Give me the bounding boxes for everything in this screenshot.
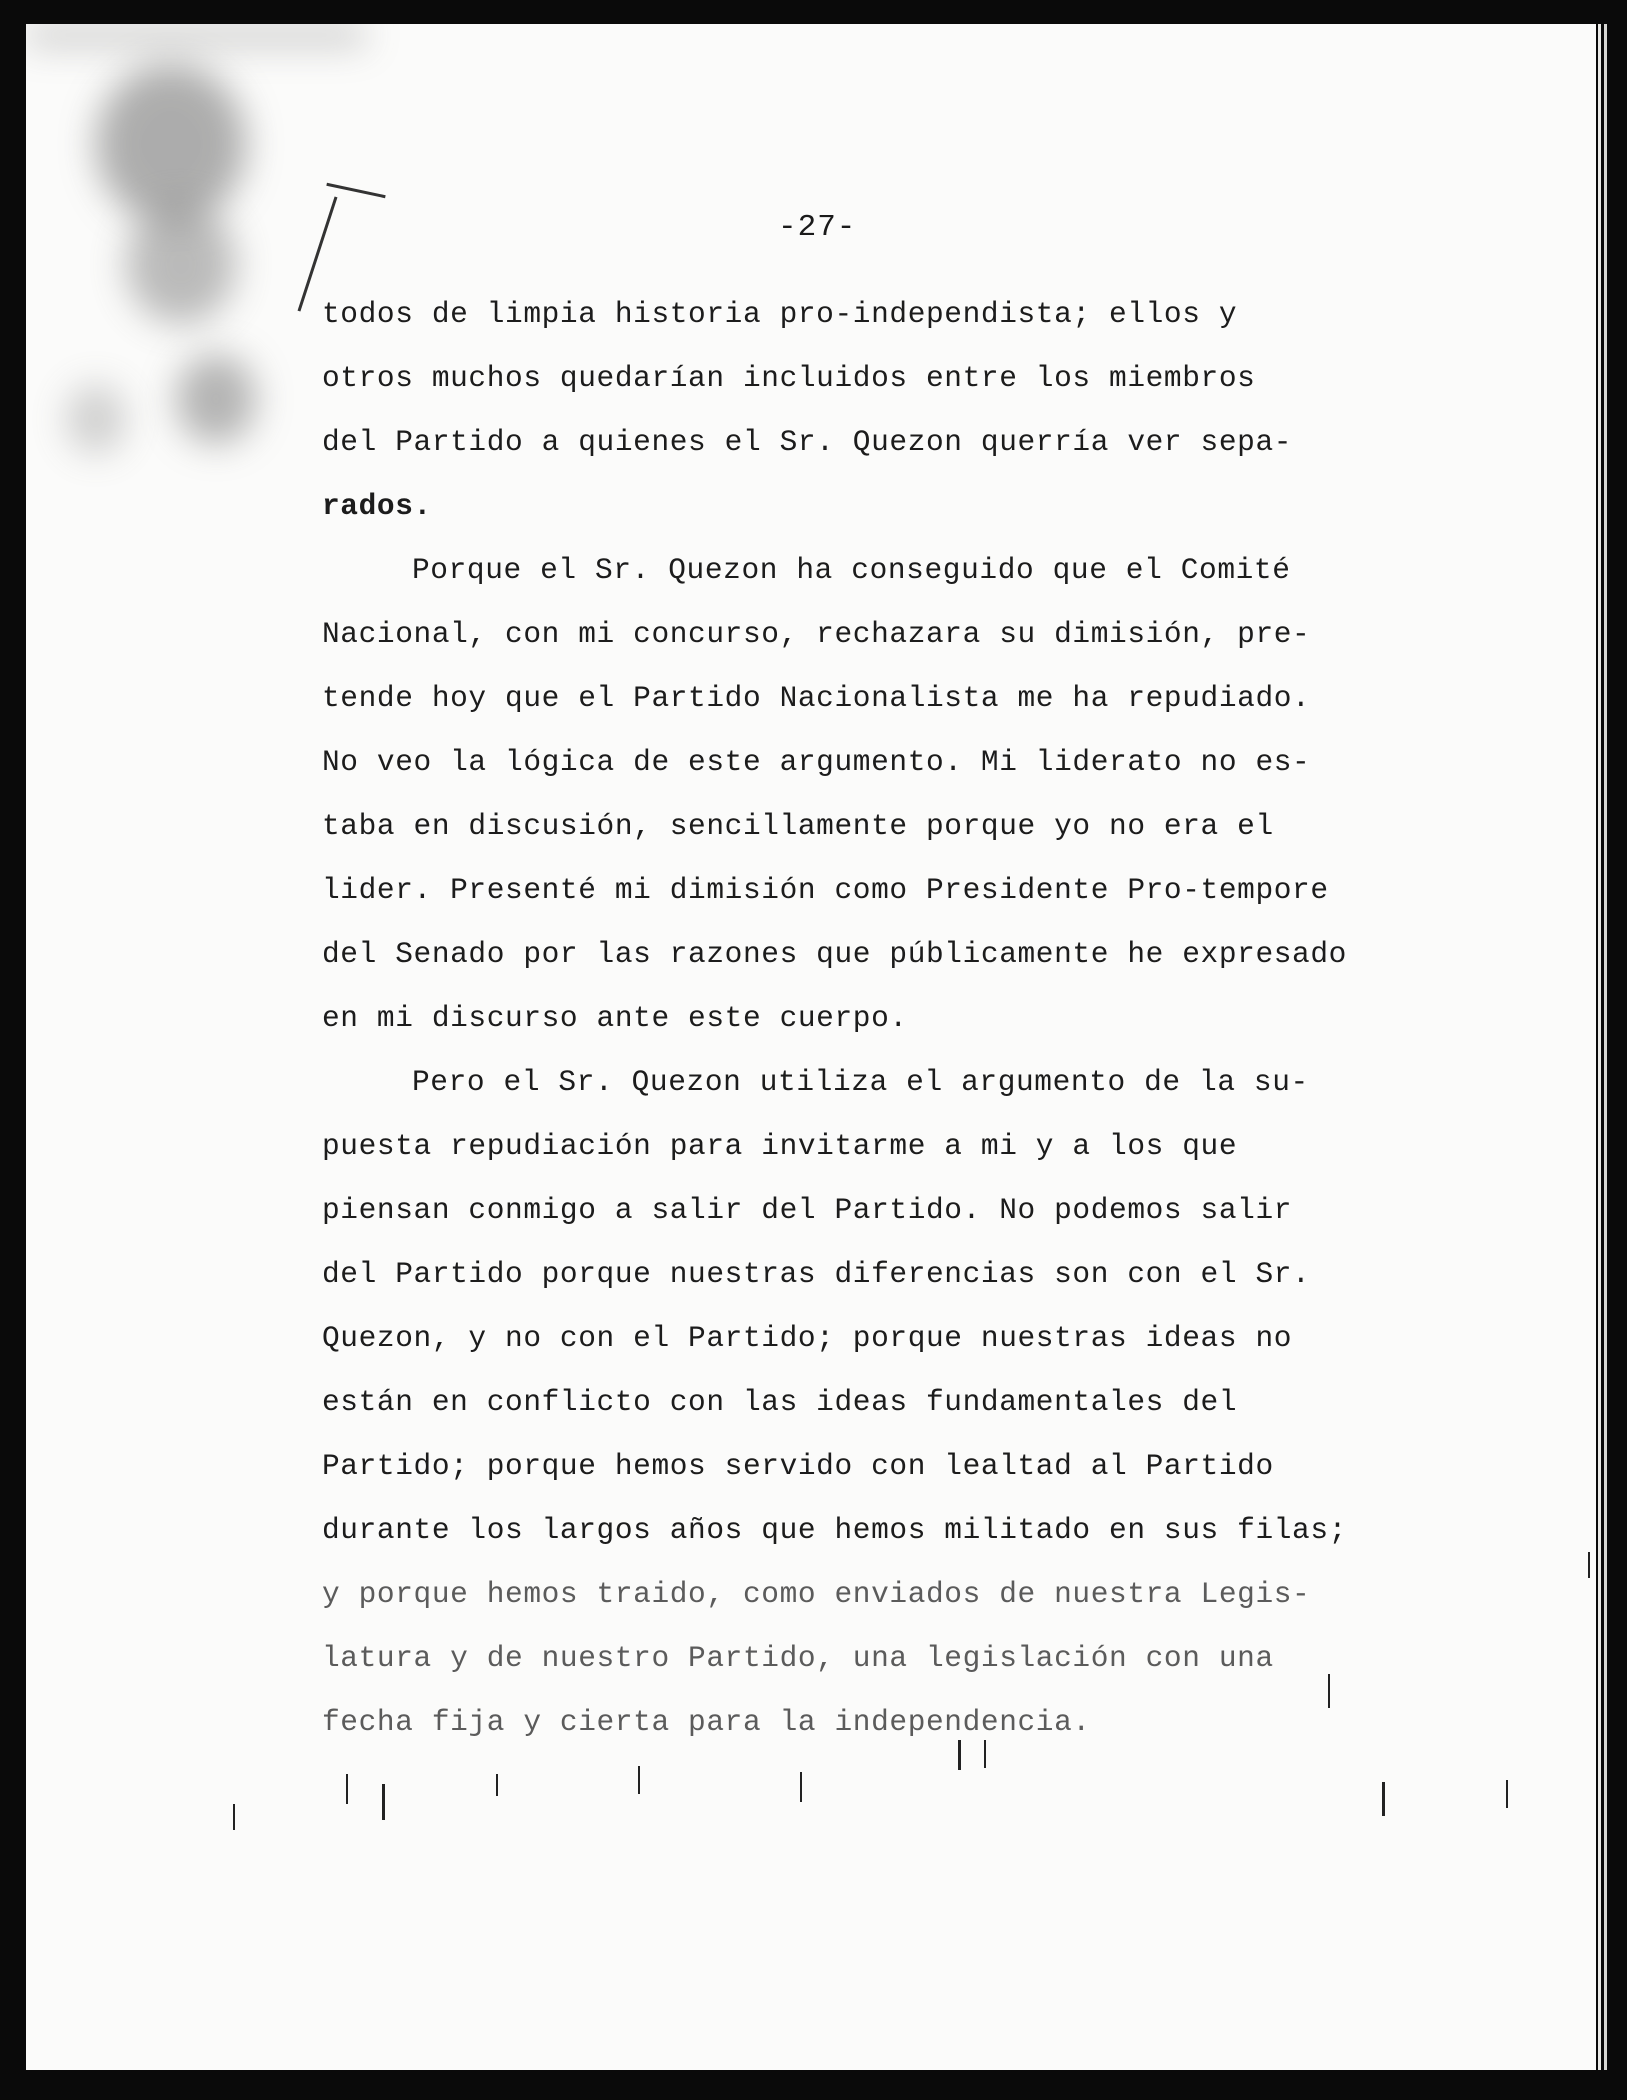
text-line: en mi discurso ante este cuerpo. bbox=[322, 1001, 908, 1035]
stain bbox=[96, 64, 246, 224]
stain bbox=[66, 384, 126, 454]
text-line: y porque hemos traido, como enviados de nuestra Legis- bbox=[322, 1577, 1311, 1611]
stain bbox=[126, 204, 236, 324]
text-line: del Senado por las razones que públicamente he expresado bbox=[322, 937, 1347, 971]
mark bbox=[233, 1804, 235, 1830]
page-number: -27- bbox=[778, 210, 857, 245]
mark bbox=[382, 1784, 385, 1820]
text-line: todos de limpia historia pro-independista; ellos y bbox=[322, 297, 1238, 331]
text-line: Nacional, con mi concurso, rechazara su dimisión, pre- bbox=[322, 617, 1311, 651]
sheet-edge bbox=[1604, 24, 1607, 2070]
text-line: No veo la lógica de este argumento. Mi liderato no es- bbox=[322, 745, 1311, 779]
text-line: lider. Presenté mi dimisión como Presidente Pro-tempore bbox=[322, 873, 1329, 907]
mark bbox=[1588, 1552, 1590, 1578]
mark bbox=[638, 1766, 640, 1794]
mark bbox=[496, 1774, 498, 1796]
text-line: del Partido a quienes el Sr. Quezon querría ver sepa- bbox=[322, 425, 1293, 459]
text-line: durante los largos años que hemos militado en sus filas; bbox=[322, 1513, 1347, 1547]
text-line: Partido; porque hemos servido con lealtad al Partido bbox=[322, 1449, 1274, 1483]
text-line: Porque el Sr. Quezon ha conseguido que el Comité bbox=[412, 553, 1291, 587]
mark bbox=[1506, 1780, 1508, 1808]
mark bbox=[800, 1772, 802, 1802]
document-page bbox=[26, 24, 1596, 2070]
text-line: latura y de nuestro Partido, una legislación con una bbox=[322, 1641, 1274, 1675]
text-line: rados. bbox=[322, 489, 432, 523]
sheet-edge bbox=[1598, 24, 1601, 2070]
text-line: del Partido porque nuestras diferencias son con el Sr. bbox=[322, 1257, 1311, 1291]
stain bbox=[176, 354, 256, 444]
text-line: piensan conmigo a salir del Partido. No podemos salir bbox=[322, 1193, 1293, 1227]
text-line: tende hoy que el Partido Nacionalista me ha repudiado. bbox=[322, 681, 1311, 715]
text-line: taba en discusión, sencillamente porque yo no era el bbox=[322, 809, 1274, 843]
paragraph-2 bbox=[322, 538, 1462, 1050]
text-line: fecha fija y cierta para la independencia. bbox=[322, 1705, 1091, 1739]
stain bbox=[26, 24, 366, 46]
mark bbox=[346, 1774, 348, 1804]
text-line: puesta repudiación para invitarme a mi y a los que bbox=[322, 1129, 1238, 1163]
text-line: Pero el Sr. Quezon utiliza el argumento de la su- bbox=[412, 1065, 1309, 1099]
mark bbox=[1382, 1782, 1385, 1816]
paragraph-1 bbox=[322, 282, 1462, 538]
paragraph-3 bbox=[322, 1050, 1462, 1754]
text-line: están en conflicto con las ideas fundamentales del bbox=[322, 1385, 1238, 1419]
text-line: Quezon, y no con el Partido; porque nuestras ideas no bbox=[322, 1321, 1293, 1355]
text-line: otros muchos quedarían incluidos entre los miembros bbox=[322, 361, 1256, 395]
body-text bbox=[322, 282, 1462, 1754]
